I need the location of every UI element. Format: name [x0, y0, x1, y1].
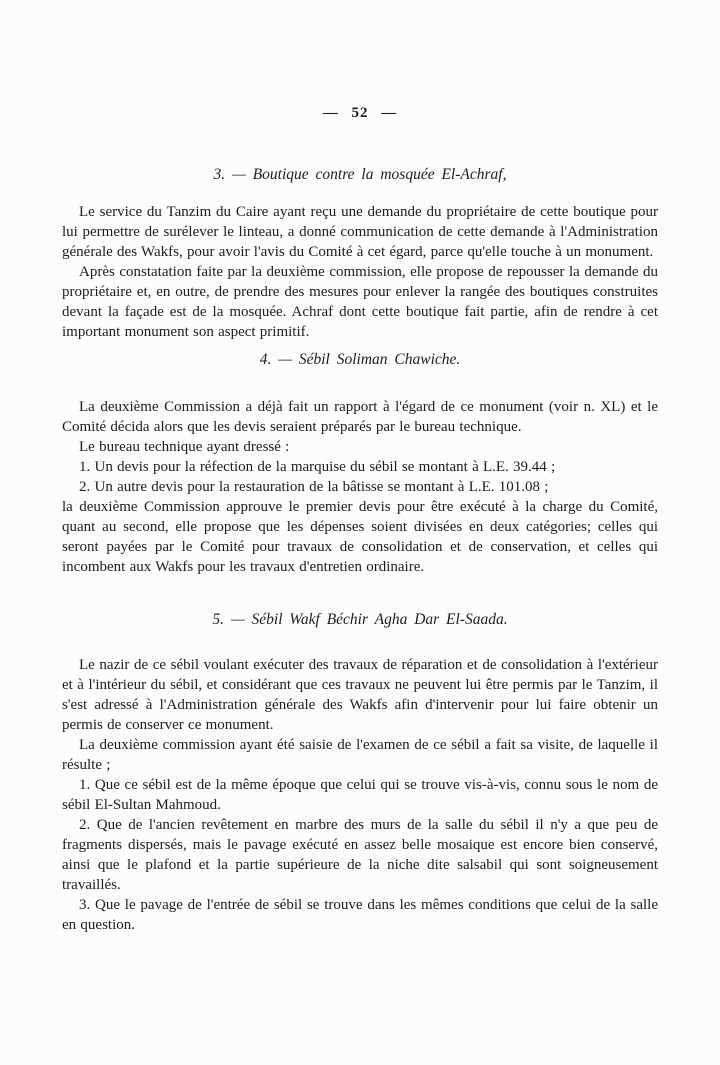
paragraph: Le bureau technique ayant dressé :	[79, 439, 290, 455]
page-number: — 52 —	[322, 105, 398, 121]
section-sebil-soliman-chawiche	[62, 350, 658, 577]
paragraph: la deuxième Commission approuve le premier devis pour être exécuté à la charge du Comité, quant au second, elle propose que les dépenses soient divisées en deux catégories; celles qui seront payées par le Comité pour travaux de consolidation et de conservation, et celles qui incombent aux Wakfs pour les travaux d'entretien ordinaire.	[62, 499, 658, 575]
paragraph: Le service du Tanzim du Caire ayant reçu une demande du propriétaire de cette boutique pour lui permettre de surélever le linteau, a donné communication de cette demande à l'Administration générale des Wakfs, pour avoir l'avis du Comité à cet égard, parce qu'elle touche à un monument.	[62, 204, 658, 260]
list-item-constat-2: 2. Que de l'ancien revêtement en marbre des murs de la salle du sébil il n'y a que peu de fragments dispersés, mais le pavage exécuté en assez belle mosaique est encore bien conservé, ainsi que le plafond et la partie supérieure de la niche dite salsabil qui sont soigneusement travaillés.	[62, 817, 658, 893]
section-heading: 3. — Boutique contre la mosquée El-Achraf,	[213, 166, 507, 183]
list-item-devis-2: 2. Un autre devis pour la restauration de la bâtisse se montant à L.E. 101.08 ;	[79, 479, 549, 495]
paragraph: Le nazir de ce sébil voulant exécuter des travaux de réparation et de consolidation à l'extérieur et à l'intérieur du sébil, et considérant que ces travaux ne peuvent lui être permis par le Tanzim, il s'est adressé à l'Administration générale des Wakfs afin d'intervenir pour lui faire obtenir un permis de conserver ce monument.	[62, 657, 658, 733]
paragraph: La deuxième Commission a déjà fait un rapport à l'égard de ce monument (voir n. XL) et le Comité décida alors que les devis seraient préparés par le bureau technique.	[62, 399, 658, 435]
section-sebil-wakf-bechir	[62, 610, 658, 935]
section-heading: 5. — Sébil Wakf Béchir Agha Dar El-Saada.	[212, 611, 508, 628]
section-boutique-el-achraf	[62, 165, 658, 342]
list-item-constat-3: 3. Que le pavage de l'entrée de sébil se trouve dans les mêmes conditions que celui de la salle en question.	[62, 897, 658, 933]
section-heading: 4. — Sébil Soliman Chawiche.	[259, 351, 461, 368]
paragraph: Après constatation faite par la deuxième commission, elle propose de repousser la demande du propriétaire et, en outre, de prendre des mesures pour enlever la rangée des boutiques construites devant la façade est de la mosquée. Achraf dont cette boutique fait partie, afin de rendre à cet important monument son aspect primitif.	[62, 264, 658, 340]
list-item-devis-1: 1. Un devis pour la réfection de la marquise du sébil se montant à L.E. 39.44 ;	[79, 459, 556, 475]
list-item-constat-1: 1. Que ce sébil est de la même époque que celui qui se trouve vis-à-vis, connu sous le nom de sébil El-Sultan Mahmoud.	[62, 777, 658, 813]
paragraph: La deuxième commission ayant été saisie de l'examen de ce sébil a fait sa visite, de laquelle il résulte ;	[62, 737, 658, 773]
